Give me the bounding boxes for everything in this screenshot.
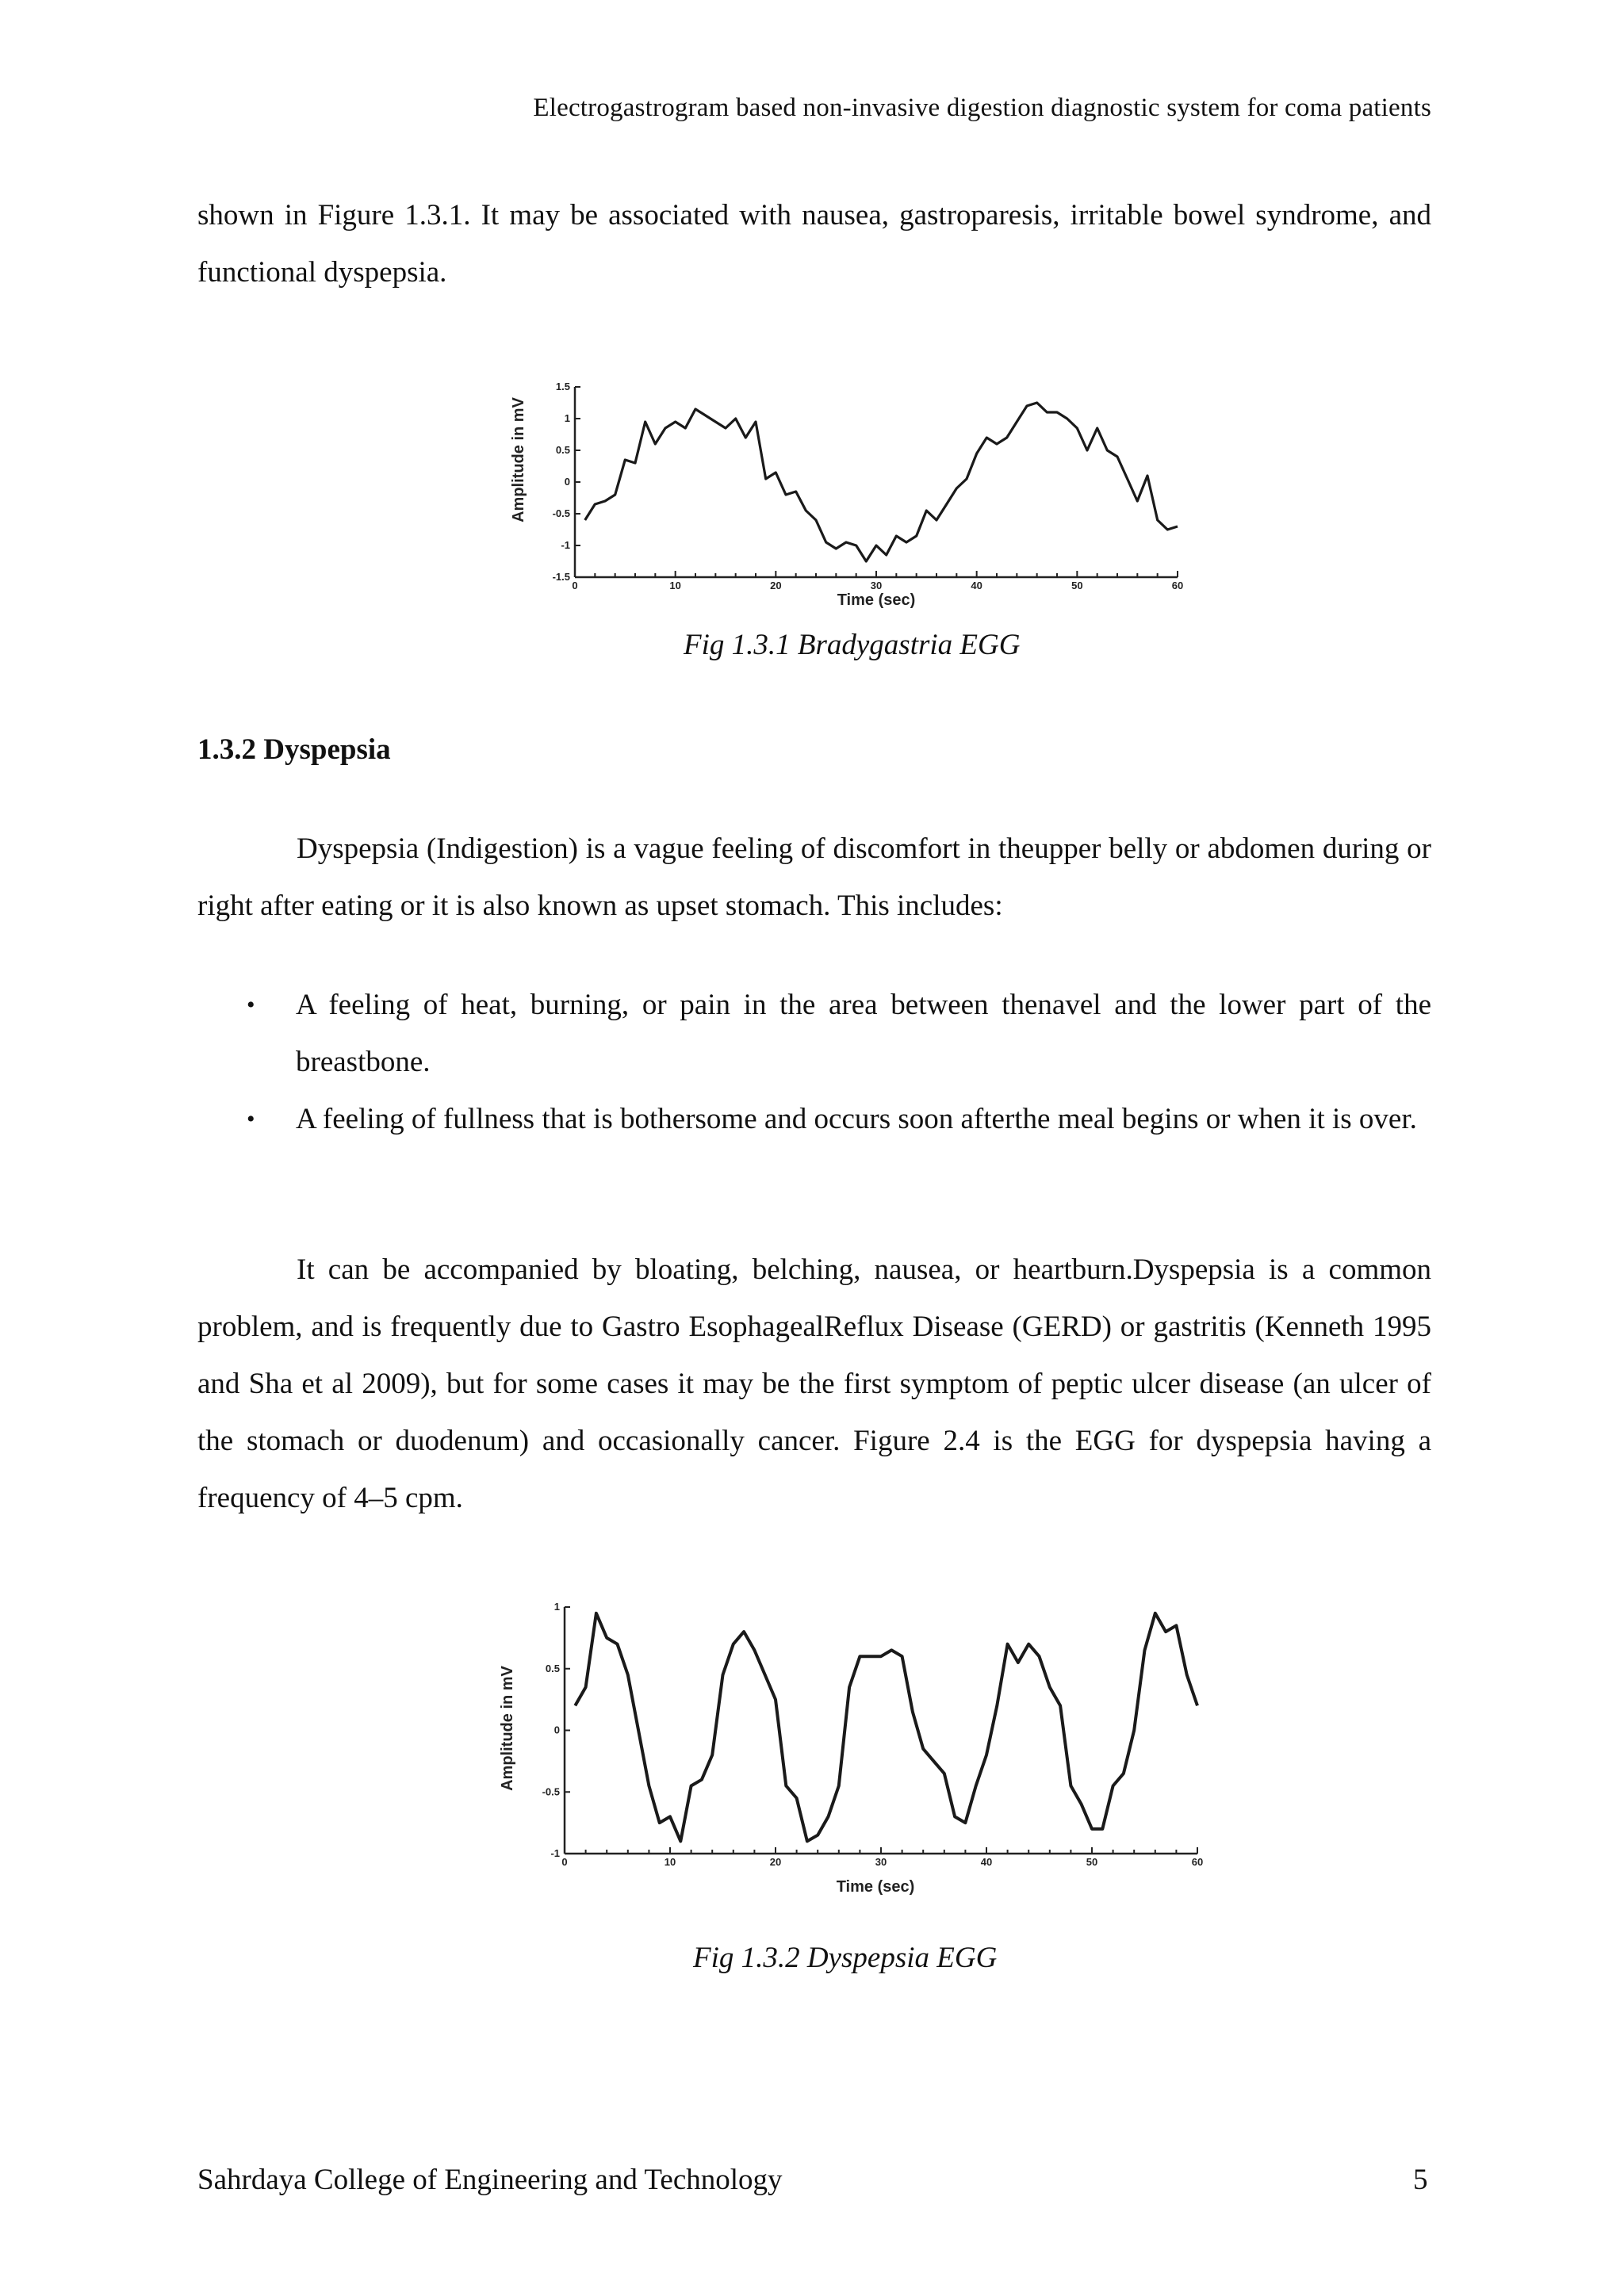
chart2-ylabel: Amplitude in mV (499, 1666, 516, 1791)
x-tick-label: 10 (664, 1856, 676, 1868)
section-heading: 1.3.2 Dyspepsia (197, 733, 391, 766)
x-tick-label: 30 (870, 580, 883, 591)
chart1-ylabel: Amplitude in mV (510, 397, 527, 522)
x-tick-label: 40 (971, 580, 982, 591)
y-tick-label: 1 (564, 412, 570, 424)
bradygastria-chart (488, 373, 1185, 610)
y-tick-label: 1 (553, 1601, 560, 1613)
y-tick-label: -1 (561, 539, 570, 551)
chart1-series-line (585, 403, 1178, 561)
y-tick-label: -1 (550, 1847, 560, 1859)
intro-paragraph: shown in Figure 1.3.1. It may be associated with nausea, gastroparesis, irritable bowel syndrome, and functional dyspepsia. (197, 199, 1431, 289)
y-tick-label: 0 (553, 1724, 560, 1736)
list-item (197, 977, 1431, 1091)
y-tick-label: -0.5 (552, 507, 570, 519)
x-tick-label: 20 (770, 580, 782, 591)
bullet-icon: • (247, 1106, 255, 1132)
x-tick-label: 0 (572, 580, 578, 591)
y-tick-label: 0.5 (555, 444, 570, 456)
y-tick-label: -1.5 (552, 571, 570, 583)
y-tick-label: 0 (564, 476, 570, 488)
x-tick-label: 60 (1171, 580, 1184, 591)
chart2-series-line (575, 1613, 1197, 1842)
footer-institution: Sahrdaya College of Engineering and Technology (197, 2164, 783, 2196)
dyspepsia-definition-paragraph: Dyspepsia (Indigestion) is a vague feeling of discomfort in theupper belly or abdomen during or right after eating or it is also known as upset stomach. This includes: (197, 832, 1431, 922)
list-item-text: A feeling of fullness that is bothersome and occurs soon afterthe meal begins or when it is over. (296, 1103, 1417, 1135)
symptom-list (197, 977, 1431, 1148)
dyspepsia-detail-paragraph: It can be accompanied by bloating, belching, nausea, or heartburn.Dyspepsia is a common problem, and is frequently due to Gastro EsophagealReflux Disease (GERD) or gastritis (Kenneth 1995 and Sha et al 2009), but for some cases it may be the first symptom of peptic ulcer disease (an ulcer of the stomach or duodenum) and occasionally cancer. Figure 2.4 is the EGG for dyspepsia having a frequency of 4–5 cpm. (197, 1253, 1431, 1514)
y-tick-label: 1.5 (555, 381, 570, 392)
x-tick-label: 20 (769, 1856, 782, 1868)
figure1-caption: Fig 1.3.1 Bradygastria EGG (684, 629, 1021, 661)
y-tick-label: 0.5 (545, 1662, 560, 1674)
chart1-xlabel: Time (sec) (837, 591, 916, 609)
x-tick-label: 40 (980, 1856, 993, 1868)
x-tick-label: 30 (875, 1856, 887, 1868)
y-tick-label: -0.5 (542, 1785, 560, 1798)
x-tick-label: 50 (1086, 1856, 1098, 1868)
list-item (197, 1091, 1431, 1148)
x-tick-label: 60 (1191, 1856, 1204, 1868)
dyspepsia-chart (485, 1590, 1204, 1899)
figure2-caption: Fig 1.3.2 Dyspepsia EGG (693, 1942, 998, 1974)
x-tick-label: 0 (561, 1856, 568, 1868)
x-tick-label: 10 (669, 580, 681, 591)
bullet-icon: • (247, 992, 255, 1018)
running-header: Electrogastrogram based non-invasive digestion diagnostic system for coma patients (533, 94, 1431, 122)
page-number: 5 (1413, 2164, 1428, 2196)
x-tick-label: 50 (1071, 580, 1083, 591)
chart2-xlabel: Time (sec) (836, 1878, 915, 1896)
list-item-text: A feeling of heat, burning, or pain in the area between thenavel and the lower part of the breastbone. (296, 989, 1431, 1078)
